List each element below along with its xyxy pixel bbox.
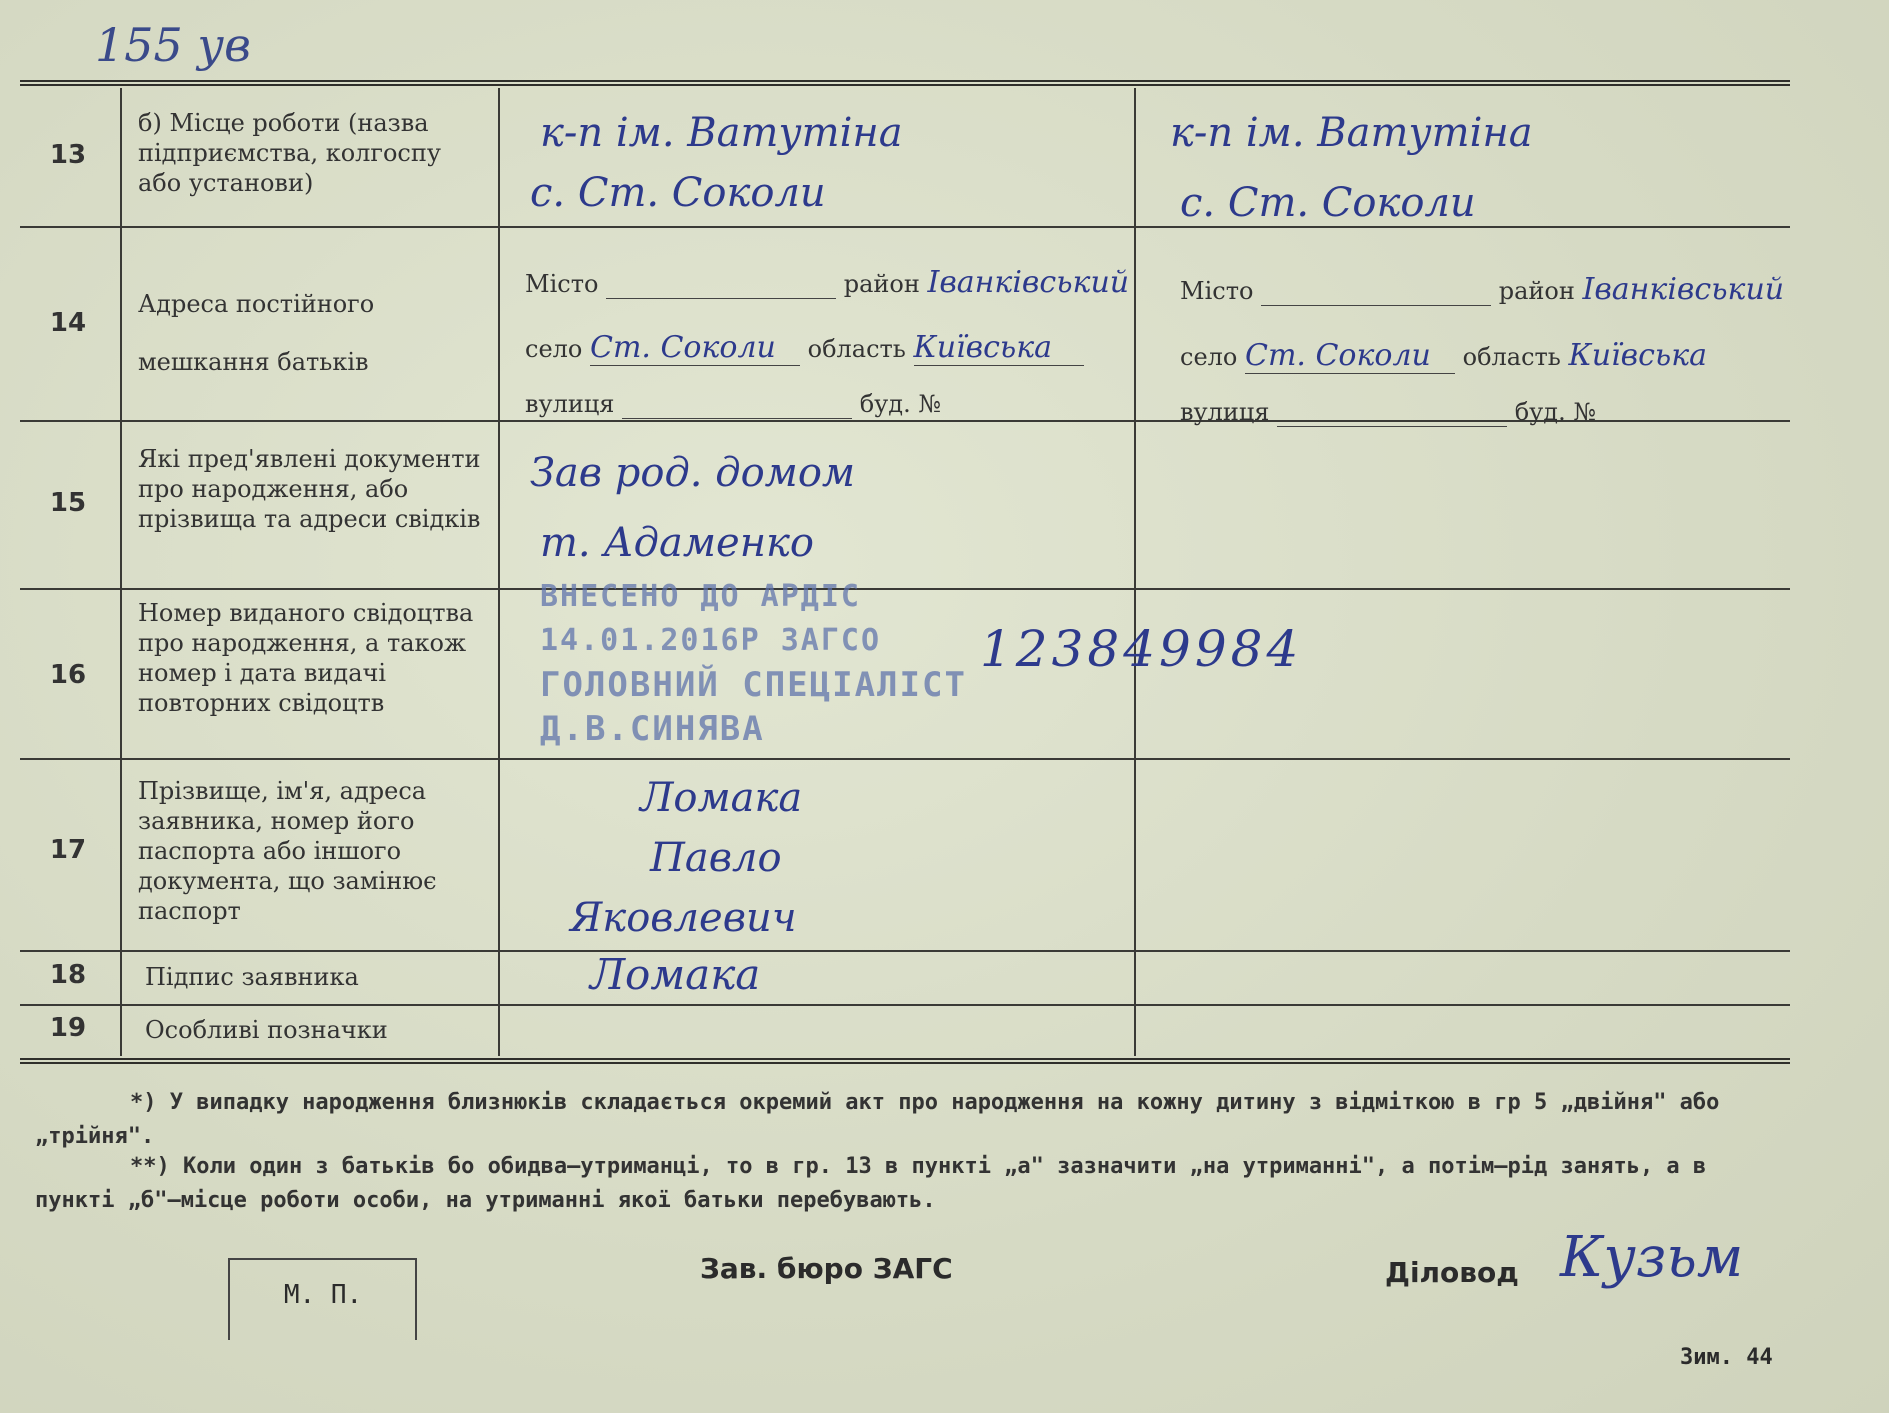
page-number-note: 155 ув bbox=[95, 18, 251, 72]
row-label: Підпис заявника bbox=[145, 963, 359, 991]
row-number: 19 bbox=[49, 1013, 87, 1043]
applicant-name: Павло bbox=[650, 835, 782, 881]
district-label: район bbox=[843, 270, 920, 298]
mother-workplace-line2: с. Ст. Соколи bbox=[1180, 180, 1476, 226]
father-address-street-row bbox=[525, 390, 941, 419]
father-workplace-line2: с. Ст. Соколи bbox=[530, 170, 826, 216]
house-label: буд. № bbox=[859, 390, 942, 418]
clerk-label: Діловод bbox=[1385, 1256, 1519, 1289]
row-number: 14 bbox=[49, 308, 87, 338]
father-workplace-line1: к-п ім. Ватутіна bbox=[540, 110, 903, 156]
stamp-line: 14.01.2016Р ЗАГСО bbox=[540, 623, 882, 658]
row-number: 17 bbox=[49, 835, 87, 865]
father-address-village-row bbox=[525, 330, 1084, 366]
row-number: 15 bbox=[49, 488, 87, 518]
street-label: вулиця bbox=[1180, 398, 1270, 426]
row-number: 13 bbox=[49, 140, 87, 170]
region-label: область bbox=[1462, 343, 1561, 371]
region-label: область bbox=[807, 335, 906, 363]
mother-address-village-row bbox=[1180, 338, 1707, 374]
row-number: 16 bbox=[49, 660, 87, 690]
applicant-patronymic: Яковлевич bbox=[570, 895, 797, 941]
city-blank bbox=[606, 270, 836, 299]
applicant-signature: Ломака bbox=[590, 950, 761, 999]
registry-head-label: Зав. бюро ЗАГС bbox=[700, 1252, 953, 1285]
father-region-value: Київська bbox=[914, 330, 1084, 366]
street-blank bbox=[1277, 398, 1507, 427]
row-number: 18 bbox=[49, 960, 87, 990]
column-divider bbox=[120, 88, 122, 1056]
form-number: Зим. 44 bbox=[1680, 1345, 1773, 1370]
registry-stamp bbox=[540, 575, 967, 751]
stamp-line: ВНЕСЕНО ДО АРДІС bbox=[540, 579, 861, 614]
stamp-line: Д.В.СИНЯВА bbox=[540, 709, 765, 749]
mother-address-street-row bbox=[1180, 398, 1596, 427]
street-label: вулиця bbox=[525, 390, 615, 418]
table-top-border bbox=[20, 80, 1790, 86]
mother-region-value: Київська bbox=[1568, 338, 1708, 373]
mother-workplace-line1: к-п ім. Ватутіна bbox=[1170, 110, 1533, 156]
row-divider bbox=[20, 1004, 1790, 1006]
mother-district-value: Іванківський bbox=[1582, 272, 1785, 307]
father-district-value: Іванківський bbox=[927, 265, 1130, 300]
row-label: Прізвище, ім'я, адреса заявника, номер його паспорта або іншого документа, що замінює паспорт bbox=[138, 777, 437, 925]
mother-address-city-row bbox=[1180, 272, 1784, 307]
row-divider bbox=[20, 758, 1790, 760]
stamp-line: ГОЛОВНИЙ СПЕЦІАЛІСТ bbox=[540, 665, 967, 705]
district-label: район bbox=[1498, 277, 1575, 305]
footnote-twins: *) У випадку народження близнюків складається окремий акт про народження на кожну дитину з відміткою в гр 5 „двійня" або „трійня". bbox=[35, 1090, 1720, 1149]
certificate-number: 123849984 bbox=[980, 620, 1303, 678]
row-label: б) Місце роботи (назва підприємства, колгоспу або установи) bbox=[138, 109, 441, 197]
row-label: Номер виданого свідоцтва про народження, а також номер і дата видачі повторних свідоцтв bbox=[138, 599, 474, 717]
column-divider bbox=[1134, 88, 1136, 1056]
documents-line2: т. Адаменко bbox=[540, 520, 815, 566]
applicant-surname: Ломака bbox=[640, 775, 803, 821]
column-divider bbox=[498, 88, 500, 1056]
village-label: село bbox=[1180, 343, 1238, 371]
city-label: Місто bbox=[1180, 277, 1254, 305]
father-address-city-row bbox=[525, 265, 1129, 300]
house-label: буд. № bbox=[1514, 398, 1597, 426]
clerk-signature: Кузьм bbox=[1560, 1225, 1744, 1290]
seal-label: М. П. bbox=[283, 1280, 363, 1310]
father-village-value: Ст. Соколи bbox=[590, 330, 800, 366]
table-bottom-border bbox=[20, 1058, 1790, 1064]
village-label: село bbox=[525, 335, 583, 363]
row-label: Які пред'явлені документи про народження, або прізвища та адреси свідків bbox=[138, 445, 481, 533]
city-blank bbox=[1261, 277, 1491, 306]
city-label: Місто bbox=[525, 270, 599, 298]
row-label: Особливі позначки bbox=[145, 1016, 388, 1044]
mother-village-value: Ст. Соколи bbox=[1245, 338, 1455, 374]
row-divider bbox=[20, 226, 1790, 228]
row-label: Адреса постійного мешкання батьків bbox=[138, 290, 375, 376]
row-divider bbox=[20, 950, 1790, 952]
footnote-dependents: **) Коли один з батьків бо обидва—утриманці, то в гр. 13 в пункті „а" зазначити „на утриманні", а потім—рід занять, а в пункті „б"—місце роботи особи, на утриманні якої батьки перебувають. bbox=[35, 1154, 1707, 1213]
documents-line1: Зав род. домом bbox=[530, 450, 856, 496]
street-blank bbox=[622, 390, 852, 419]
